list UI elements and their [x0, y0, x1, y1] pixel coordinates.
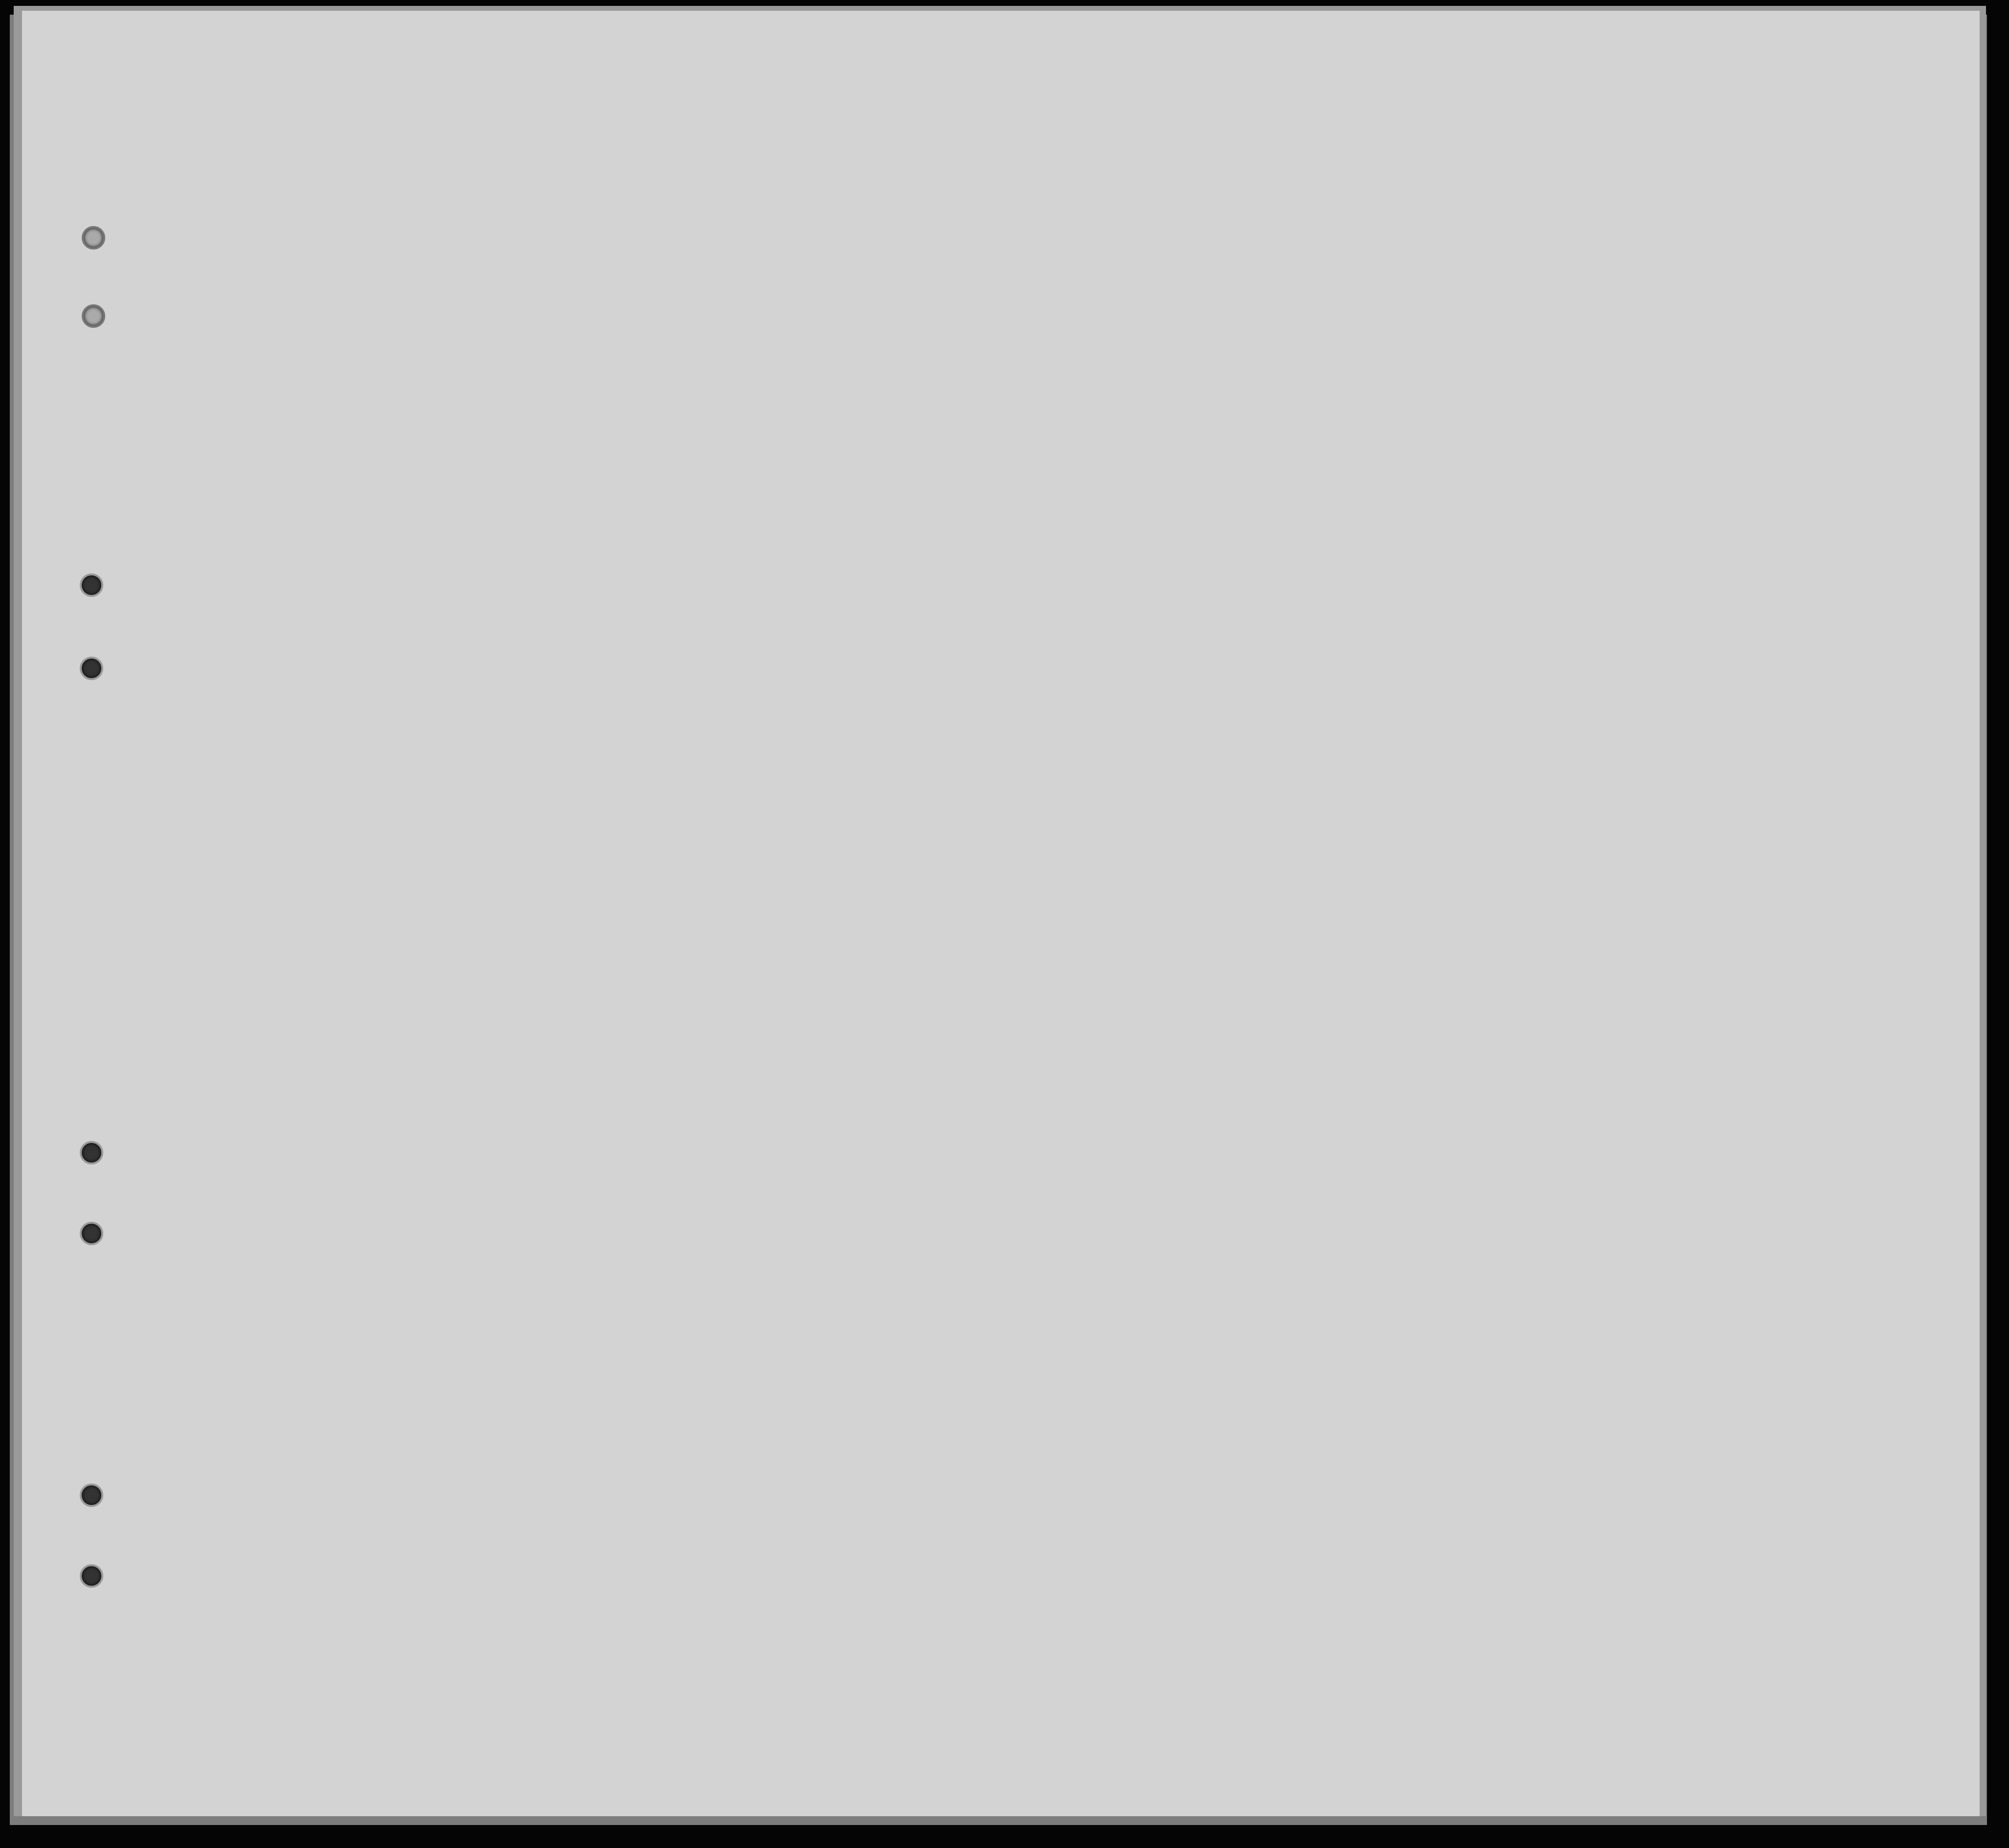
header-deported — [1515, 285, 1539, 429]
header-offer — [1468, 285, 1502, 429]
header-purpose-return — [1183, 314, 1232, 429]
manifest-page — [22, 11, 1980, 1816]
binder-hole-2 — [82, 304, 105, 328]
form-grid — [22, 11, 1980, 1816]
header-overthrow — [1422, 285, 1461, 429]
header-ticket — [625, 265, 649, 427]
header-prison — [1339, 285, 1368, 429]
binder-hole-7 — [80, 1483, 103, 1507]
binder-hole-1 — [82, 226, 105, 250]
binder-hole-8 — [80, 1564, 103, 1588]
header-purpose-citizen — [1304, 314, 1329, 429]
binder-hole-4 — [80, 657, 103, 680]
binder-hole-5 — [80, 1141, 103, 1164]
header-possession-50 — [746, 265, 771, 427]
header-feet — [1680, 397, 1692, 427]
header-inches — [1700, 392, 1711, 427]
header-polygamist — [1373, 285, 1387, 429]
binder-hole-6 — [80, 1222, 103, 1245]
header-purpose-length — [1241, 314, 1265, 429]
header-anarchist — [1397, 285, 1412, 429]
binder-hole-3 — [80, 573, 103, 597]
